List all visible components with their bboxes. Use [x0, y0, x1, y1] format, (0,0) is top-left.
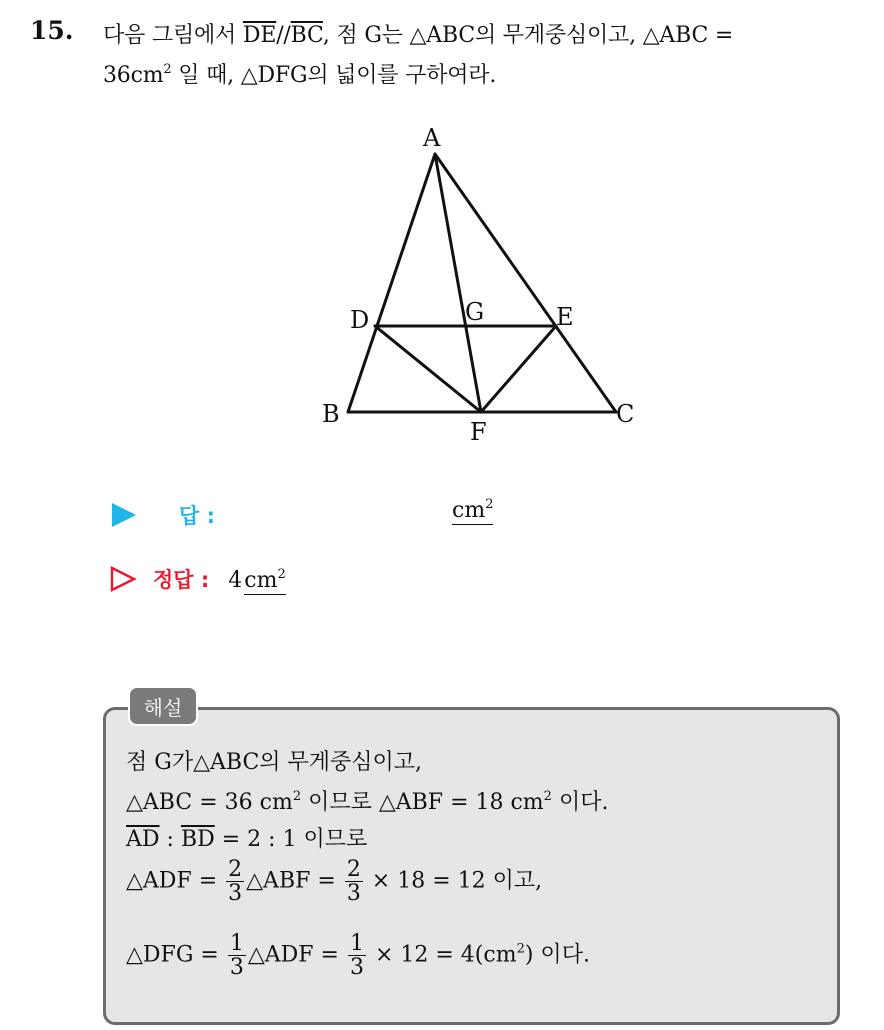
side-ac: [435, 154, 616, 412]
label-f: F: [470, 418, 487, 446]
correct-answer-row: [110, 564, 286, 594]
answer-row: [112, 500, 215, 530]
explanation-line-4: △ADF = $\frac{2}{3}$ △ABF = $\frac{2}{3}$ × 18 = 12 이고,: [126, 857, 543, 907]
label-b: B: [322, 400, 340, 428]
fraction: $\frac{1}{3}$: [229, 931, 244, 981]
answer-blank[interactable]: $cm^2$: [452, 497, 494, 523]
explanation-tag: 해설: [128, 686, 198, 726]
fraction: $\frac{2}{3}$: [228, 857, 243, 907]
correct-answer-label: 정답 :: [153, 568, 210, 592]
median-af: [435, 154, 481, 412]
question-number: 15.: [30, 16, 74, 45]
question-line-2: $36cm^2$ 일 때, △DFG의 넓이를 구하여라.: [103, 62, 497, 88]
label-a: A: [423, 124, 441, 152]
play-triangle-icon: [112, 503, 136, 527]
segment-bc: $\overline{BC}$: [290, 23, 323, 48]
outline-triangle-icon: [110, 566, 136, 592]
triangle-figure: [310, 112, 650, 452]
label-e: E: [556, 303, 574, 331]
side-ab: [348, 154, 435, 412]
explanation-line-3: $\overline{AD}$ : $\overline{BD} = 2$ : 1 이므로: [126, 827, 368, 852]
label-d: D: [350, 306, 370, 334]
segment-ef: [481, 326, 556, 412]
explanation-line-2: △ABC = 36 $cm^2$ 이므로 △ABF = 18 $cm^2$ 이다.: [126, 789, 609, 815]
answer-label: 답 :: [179, 504, 215, 528]
label-c: C: [616, 400, 635, 428]
fraction: $\frac{1}{3}$: [349, 931, 364, 981]
explanation-line-1: 점 G가△ABC의 무게중심이고,: [126, 750, 423, 775]
label-g: G: [465, 298, 485, 326]
explanation-line-5: △DFG = $\frac{1}{3}$ △ADF = $\frac{1}{3}$ × $12 = 4(cm^2)$ 이다.: [126, 931, 590, 981]
question-line-1: 다음 그림에서 $\overline{DE}//\overline{BC}$, 점 G는 △ABC의 무게중심이고, △ABC =: [103, 23, 734, 48]
segment-de: $\overline{DE}$: [242, 23, 277, 48]
fraction: $\frac{2}{3}$: [346, 857, 361, 907]
correct-answer-value: $4cm^2$: [228, 567, 286, 593]
segment-df: [375, 326, 481, 412]
